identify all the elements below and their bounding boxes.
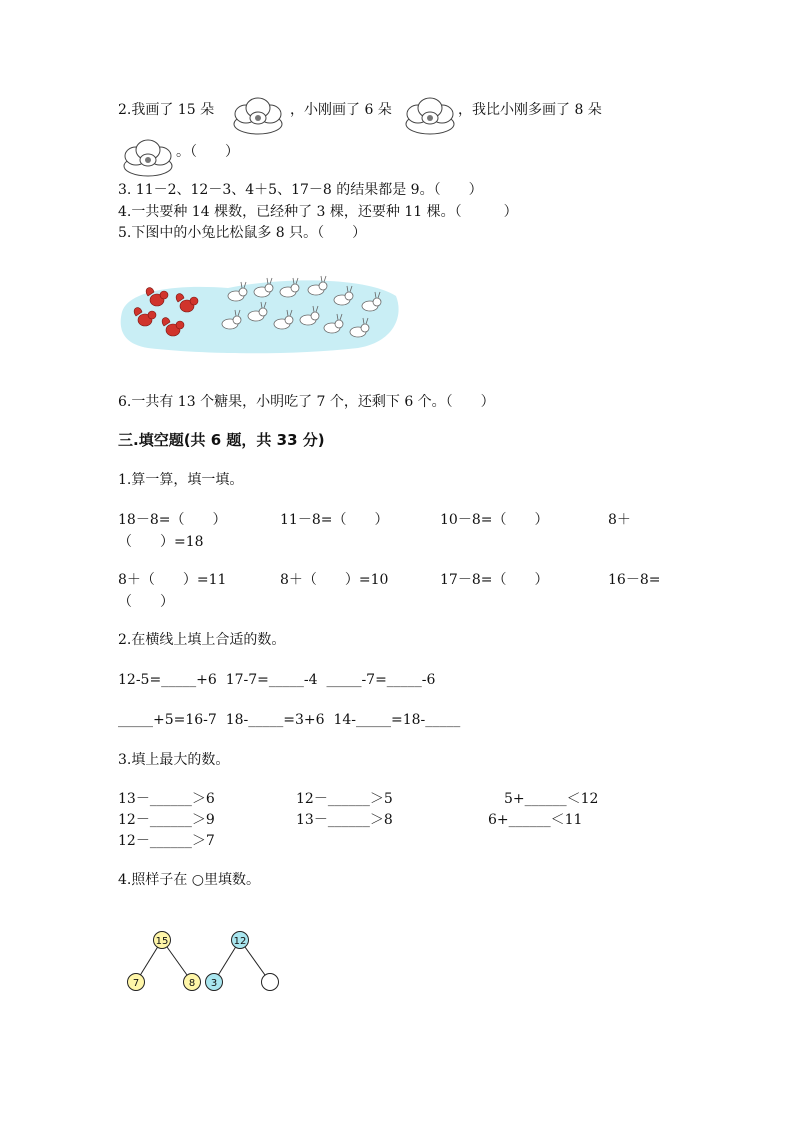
fill1-r1-wrap: （ ）=18 <box>118 534 204 550</box>
flower-icon <box>404 96 456 136</box>
fill2-line1: 12-5=_____+6 17-7=_____-4 _____-7=_____-6 <box>118 672 436 688</box>
q6-text: 6.一共有 13 个糖果，小明吃了 7 个，还剩下 6 个。（ ） <box>118 394 495 410</box>
tree2-top-label: 12 <box>233 936 247 947</box>
number-bond-diagram <box>118 926 288 998</box>
section-title: 三.填空题(共 6 题，共 33 分) <box>118 431 325 449</box>
fill1-r1-b: 11－8=（ ） <box>280 512 389 528</box>
fill1-r2-a: 8＋（ ）=11 <box>118 572 227 588</box>
fill3-item: 13－______＞6 <box>118 791 215 807</box>
q2-text-a: 2.我画了 15 朵 <box>118 102 215 118</box>
q4-text: 4.一共要种 14 棵数，已经种了 3 棵，还要种 11 棵。（ ） <box>118 204 518 220</box>
fill1-title: 1.算一算，填一填。 <box>118 472 244 488</box>
q2-text-b: ，小刚画了 6 朵 <box>290 102 392 118</box>
tree1-top-label: 15 <box>155 936 169 947</box>
flower-icon <box>232 96 284 136</box>
fill3-title: 3.填上最大的数。 <box>118 752 230 768</box>
q5-text: 5.下图中的小兔比松鼠多 8 只。（ ） <box>118 225 367 241</box>
fill2-line2: _____+5=16-7 18-_____=3+6 14-_____=18-_____ <box>118 712 461 728</box>
fill1-r1-d: 8＋ <box>608 512 631 528</box>
q2-text-d: 。（ ） <box>176 144 239 160</box>
fill1-r2-c: 17－8=（ ） <box>440 572 549 588</box>
fill1-r1-c: 10－8=（ ） <box>440 512 549 528</box>
fill3-item: 12－______＞7 <box>118 833 215 849</box>
fill3-item: 6+______＜11 <box>488 812 583 828</box>
flower-icon <box>122 138 174 178</box>
q3-text: 3. 11－2、12－3、4＋5、17－8 的结果都是 9。（ ） <box>118 182 483 198</box>
tree1-right-label: 8 <box>188 978 196 989</box>
fill1-r2-d: 16－8= <box>608 572 661 588</box>
fill3-item: 12－______＞5 <box>296 791 393 807</box>
tree1-left-label: 7 <box>132 978 140 989</box>
fill3-item: 12－______＞9 <box>118 812 215 828</box>
tree2-right-node <box>262 974 279 991</box>
tree2-left-label: 3 <box>210 978 218 989</box>
fill3-item: 13－______＞8 <box>296 812 393 828</box>
fill4-title: 4.照样子在 ○里填数。 <box>118 872 261 888</box>
squirrel-rabbit-illustration <box>118 272 400 356</box>
fill3-item: 5+______＜12 <box>504 791 599 807</box>
q2-text-c: ，我比小刚多画了 8 朵 <box>458 102 602 118</box>
fill1-r1-a: 18－8=（ ） <box>118 512 227 528</box>
fill1-r2-b: 8＋（ ）=10 <box>280 572 389 588</box>
fill1-r2-wrap: （ ） <box>118 594 174 610</box>
fill2-title: 2.在横线上填上合适的数。 <box>118 632 286 648</box>
